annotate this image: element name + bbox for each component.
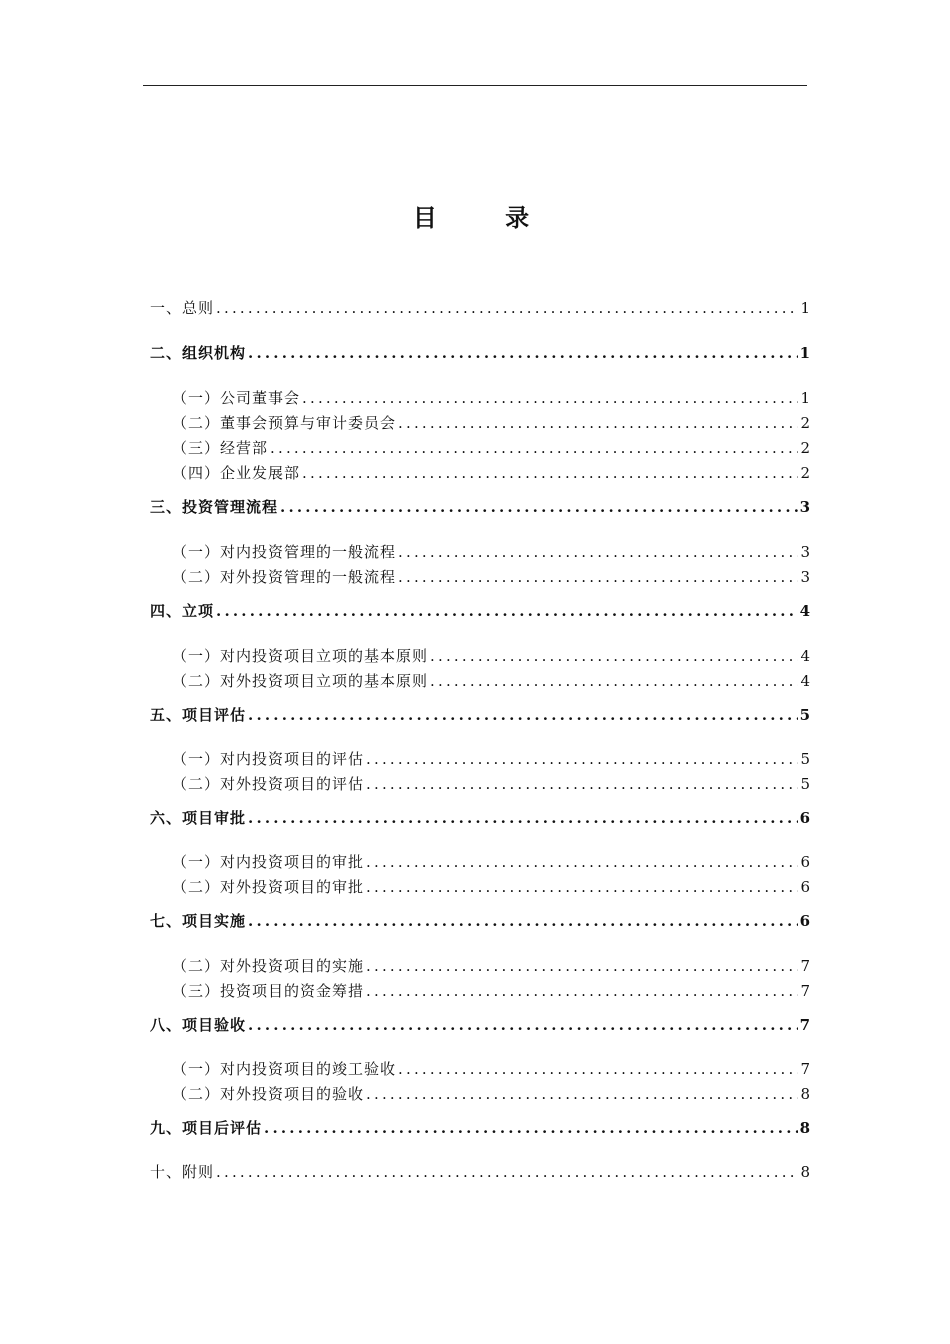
toc-dot-leader <box>216 601 798 621</box>
toc-dot-leader <box>264 1118 798 1138</box>
toc-dot-leader <box>430 646 798 666</box>
toc-entry-label: （二）对外投资项目的验收 <box>172 1085 365 1103</box>
toc-entry-label: （二）对外投资项目的审批 <box>172 878 365 896</box>
toc-entry-page: 2 <box>800 464 810 482</box>
toc-entry-page: 4 <box>800 672 810 690</box>
toc-entry-page: 5 <box>800 750 810 768</box>
toc-dot-leader <box>302 388 798 408</box>
toc-entry-label: （三）投资项目的资金筹措 <box>172 982 365 1000</box>
toc-entry-page: 7 <box>800 957 810 975</box>
toc-entry-label: 三、投资管理流程 <box>150 498 279 516</box>
toc-entry-page: 7 <box>799 1016 810 1034</box>
toc-entry-page: 1 <box>800 299 810 317</box>
toc-entry-page: 1 <box>799 344 810 362</box>
toc-dot-leader <box>216 1162 798 1182</box>
toc-dot-leader <box>366 981 798 1001</box>
toc-entry[interactable] <box>172 981 810 1001</box>
toc-entry-page: 3 <box>800 568 810 586</box>
toc-entry[interactable] <box>172 956 810 976</box>
toc-dot-leader <box>366 749 798 769</box>
header-rule <box>143 85 807 86</box>
toc-dot-leader <box>248 808 798 828</box>
toc-entry-label: 五、项目评估 <box>150 706 247 724</box>
toc-entry-page: 1 <box>800 389 810 407</box>
toc-entry-page: 3 <box>800 543 810 561</box>
toc-entry[interactable] <box>150 1162 810 1182</box>
toc-entry-label: 一、总则 <box>150 299 215 317</box>
toc-entry-label: 四、立项 <box>150 602 215 620</box>
toc-entry[interactable] <box>150 298 810 318</box>
toc-dot-leader <box>248 705 798 725</box>
toc-entry-page: 5 <box>800 775 810 793</box>
toc-entry-page: 3 <box>799 498 810 516</box>
toc-entry-page: 8 <box>799 1119 810 1137</box>
toc-entry-page: 7 <box>800 982 810 1000</box>
toc-entry-page: 8 <box>800 1085 810 1103</box>
toc-entry-label: 二、组织机构 <box>150 344 247 362</box>
toc-entry-label: （一）对内投资管理的一般流程 <box>172 543 397 561</box>
toc-entry-label: 八、项目验收 <box>150 1016 247 1034</box>
toc-entry-page: 5 <box>799 706 810 724</box>
toc-dot-leader <box>366 956 798 976</box>
toc-dot-leader <box>302 463 798 483</box>
toc-dot-leader <box>270 438 798 458</box>
toc-entry-label: 九、项目后评估 <box>150 1119 263 1137</box>
toc-entry[interactable] <box>172 671 810 691</box>
toc-entry[interactable] <box>150 1118 810 1138</box>
toc-dot-leader <box>398 413 798 433</box>
toc-entry-page: 6 <box>800 853 810 871</box>
toc-entry[interactable] <box>172 877 810 897</box>
toc-entry-label: （一）对内投资项目立项的基本原则 <box>172 647 429 665</box>
toc-entry-page: 6 <box>799 912 810 930</box>
toc-entry-page: 6 <box>799 809 810 827</box>
toc-entry[interactable] <box>172 646 810 666</box>
toc-entry[interactable] <box>172 438 810 458</box>
toc-entry[interactable] <box>150 911 810 931</box>
toc-entry-page: 6 <box>800 878 810 896</box>
toc-entry[interactable] <box>172 852 810 872</box>
toc-entry-label: （一）公司董事会 <box>172 389 301 407</box>
toc-entry[interactable] <box>172 1059 810 1079</box>
toc-entry-label: （二）对外投资项目立项的基本原则 <box>172 672 429 690</box>
toc-entry-label: （二）对外投资项目的评估 <box>172 775 365 793</box>
toc-dot-leader <box>366 877 798 897</box>
toc-entry-label: （一）对内投资项目的评估 <box>172 750 365 768</box>
toc-dot-leader <box>366 774 798 794</box>
toc-entry-page: 2 <box>800 414 810 432</box>
toc-dot-leader <box>398 542 798 562</box>
toc-entry-label: （一）对内投资项目的审批 <box>172 853 365 871</box>
toc-dot-leader <box>430 671 798 691</box>
toc-entry-page: 2 <box>800 439 810 457</box>
toc-dot-leader <box>248 1015 798 1035</box>
toc-entry-page: 4 <box>799 602 810 620</box>
page-title: 目 录 <box>412 203 560 232</box>
toc-dot-leader <box>366 1084 798 1104</box>
toc-entry-page: 7 <box>800 1060 810 1078</box>
toc-entry[interactable] <box>150 497 810 517</box>
toc-entry[interactable] <box>150 705 810 725</box>
toc-entry-label: （二）对外投资项目的实施 <box>172 957 365 975</box>
toc-entry-label: 七、项目实施 <box>150 912 247 930</box>
toc-dot-leader <box>398 1059 798 1079</box>
toc-entry-page: 4 <box>800 647 810 665</box>
toc-entry[interactable] <box>150 808 810 828</box>
toc-entry[interactable] <box>172 413 810 433</box>
toc-dot-leader <box>366 852 798 872</box>
toc-entry[interactable] <box>172 463 810 483</box>
toc-entry[interactable] <box>172 542 810 562</box>
toc-entry-label: （二）对外投资管理的一般流程 <box>172 568 397 586</box>
toc-entry[interactable] <box>172 567 810 587</box>
toc-entry-label: 六、项目审批 <box>150 809 247 827</box>
toc-entry[interactable] <box>150 601 810 621</box>
toc-dot-leader <box>398 567 798 587</box>
toc-dot-leader <box>248 343 798 363</box>
toc-entry-label: （三）经营部 <box>172 439 269 457</box>
toc-entry-page: 8 <box>800 1163 810 1181</box>
toc-dot-leader <box>280 497 798 517</box>
toc-entry-label: （二）董事会预算与审计委员会 <box>172 414 397 432</box>
toc-entry[interactable] <box>150 343 810 363</box>
toc-entry[interactable] <box>172 1084 810 1104</box>
toc-dot-leader <box>216 298 798 318</box>
toc-entry-label: （一）对内投资项目的竣工验收 <box>172 1060 397 1078</box>
toc-dot-leader <box>248 911 798 931</box>
toc-entry[interactable] <box>150 1015 810 1035</box>
toc-entry[interactable] <box>172 388 810 408</box>
toc-entry-label: 十、附则 <box>150 1163 215 1181</box>
toc-entry-label: （四）企业发展部 <box>172 464 301 482</box>
toc-entry[interactable] <box>172 774 810 794</box>
toc-entry[interactable] <box>172 749 810 769</box>
